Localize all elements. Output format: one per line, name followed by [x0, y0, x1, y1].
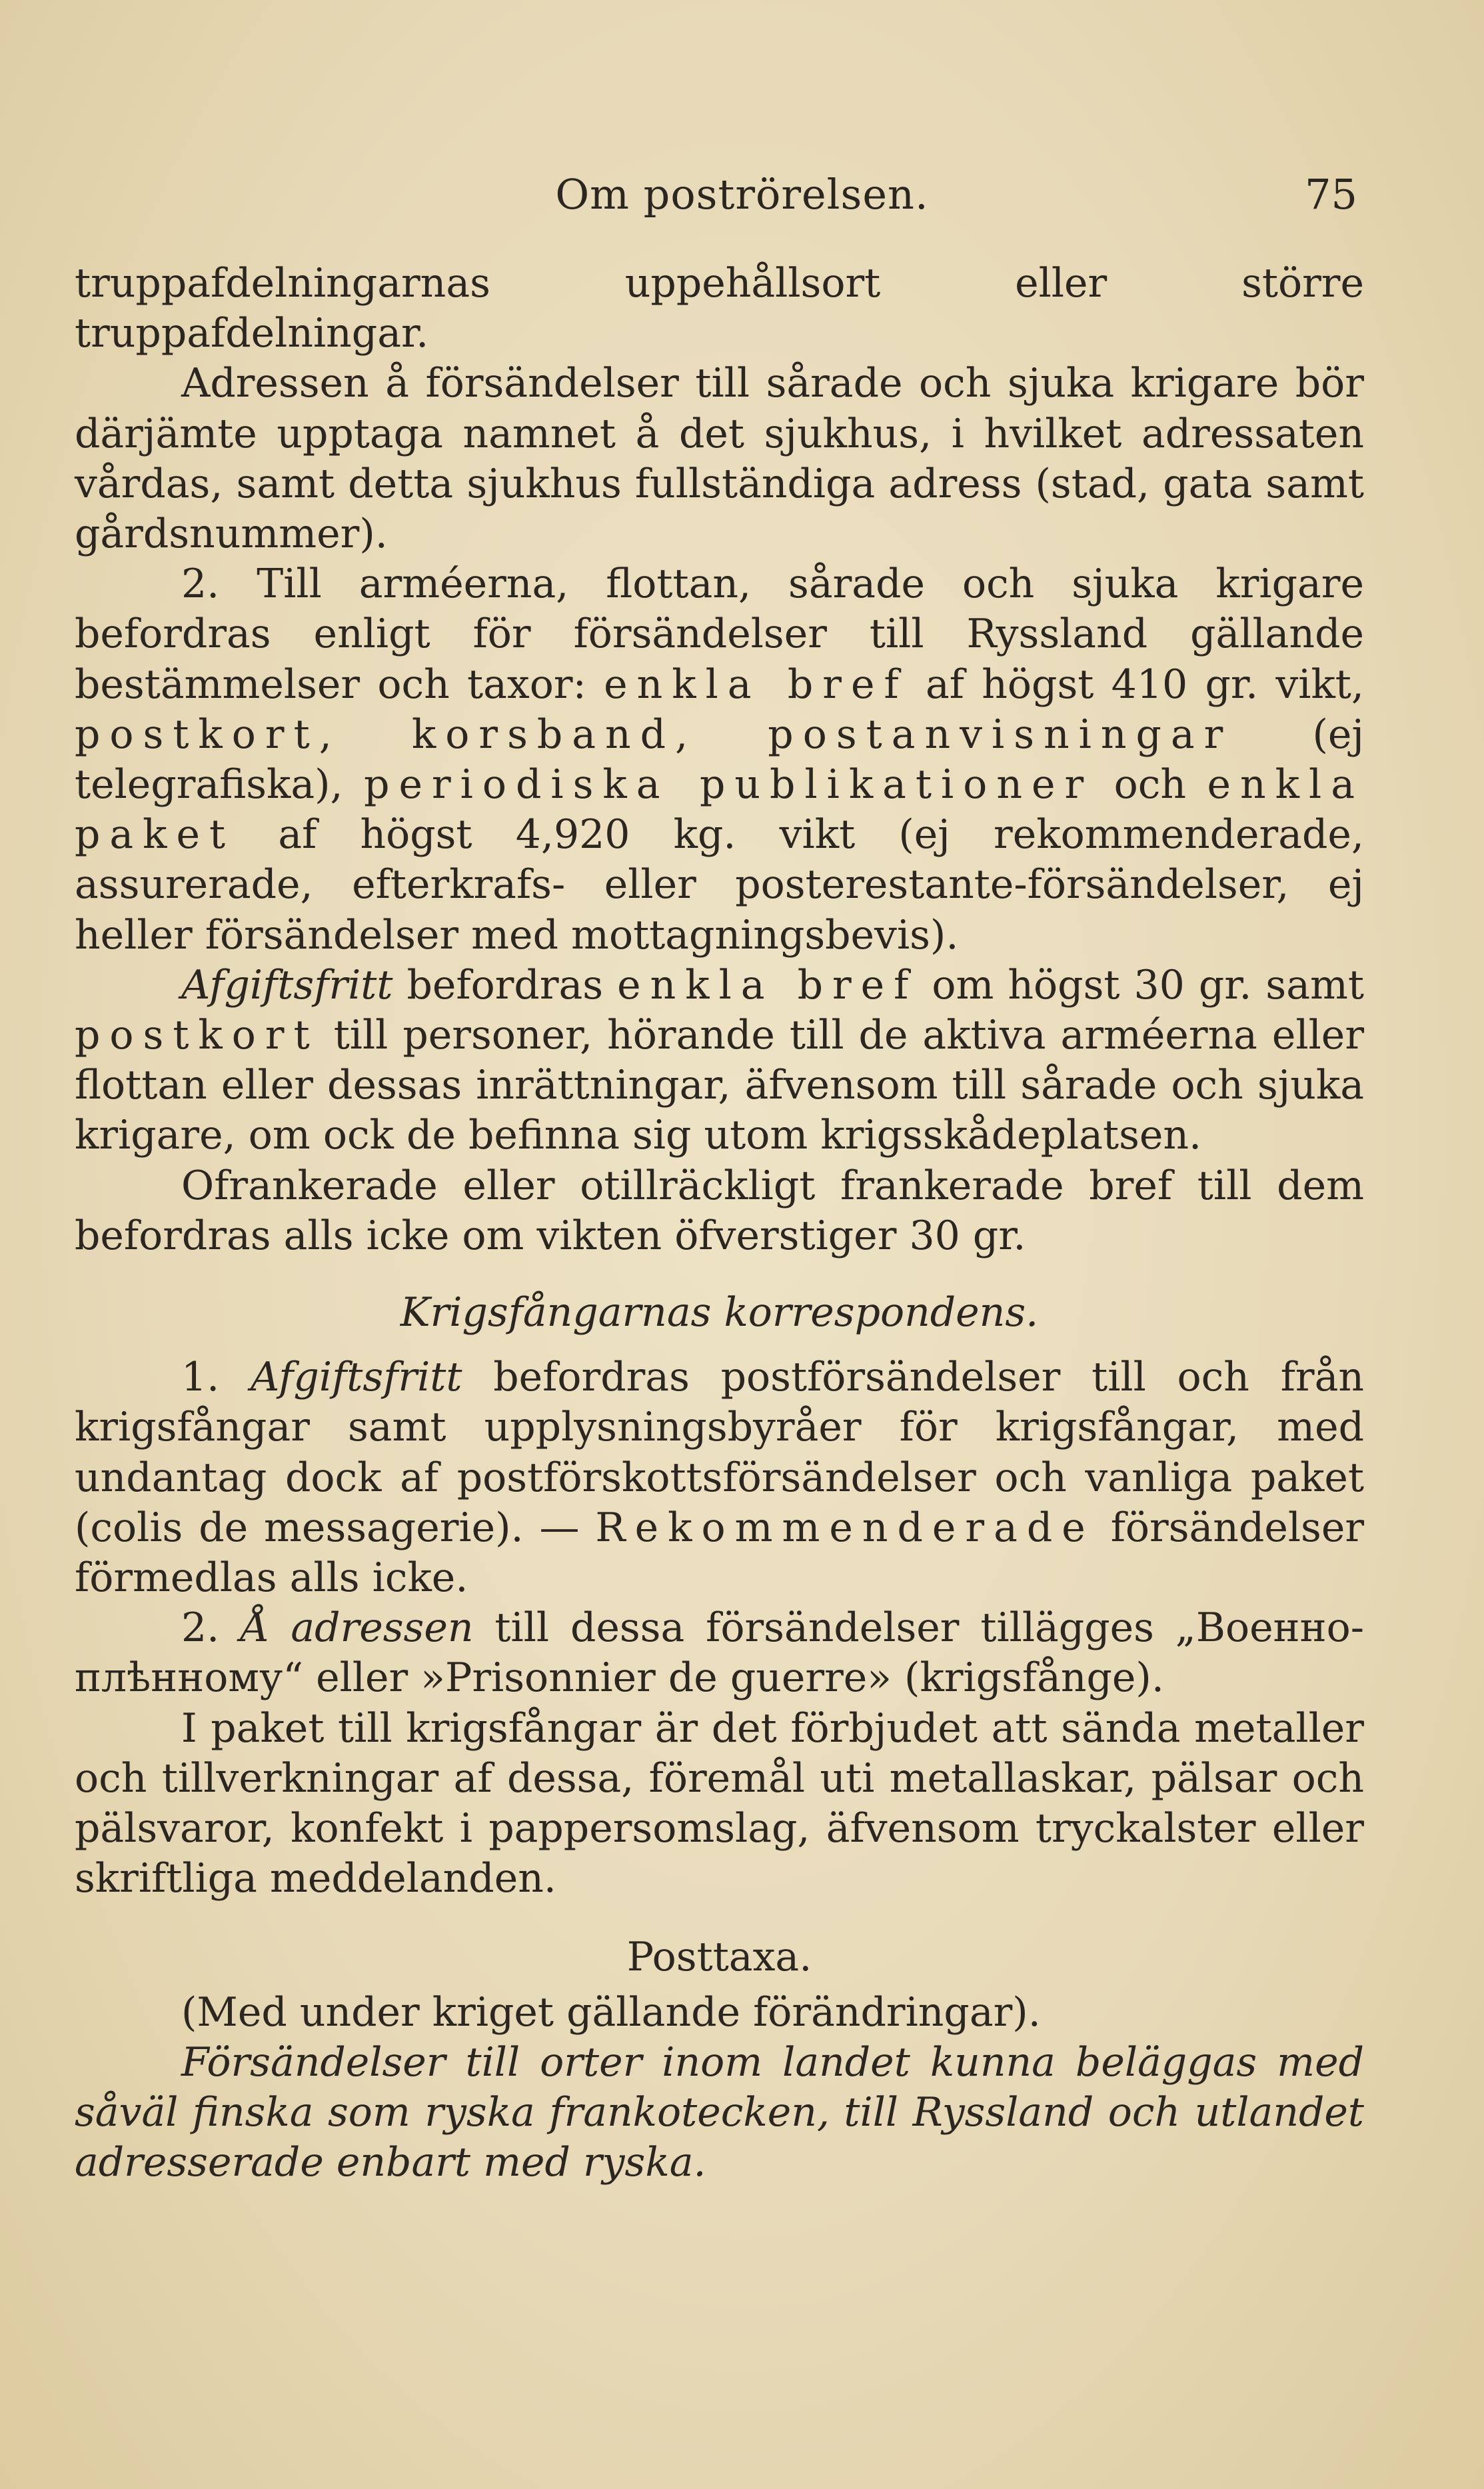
section-heading: Posttaxa. [626, 1933, 812, 1980]
italic-term: Afgiftsfritt [251, 1354, 462, 1401]
italic-term: Afgiftsfritt [181, 961, 393, 1009]
spaced-term: postanvisningar [768, 711, 1233, 758]
spaced-term: postkort [75, 711, 319, 758]
page-number: 75 [1305, 170, 1357, 219]
paragraph: truppafdelningarnas uppehållsort eller större truppafdelningar. [75, 260, 1364, 357]
italic-term: Å adressen [241, 1604, 474, 1652]
paragraph: 2. Å adressen till dessa försändelser tillägges „Военно-плѣнному“ eller »Prisonnier de guerre» (krigsfånge). [75, 1604, 1364, 1702]
spaced-term: enkla bref [604, 661, 908, 708]
section-heading: Krigsfångarnas korrespondens. [400, 1289, 1039, 1336]
running-title: Om poströrelsen. [555, 170, 929, 219]
paragraph: Adressen å försändelser till sårade och sjuka krigare bör därjämte upptaga namnet å det sjukhus, i hvilket adressaten vårdas, samt detta sjukhus fullständiga adress (stad, gata samt gårdsnummer). [75, 360, 1364, 558]
paragraph: 2. Till arméerna, flottan, sårade och sjuka krigare befordras enligt för försändelser till Ryssland gällande bestämmelser och taxor: enkla bref af högst 410 gr. vikt, postkort, korsband, postanvisningar (ej telegrafiska), periodiska publikationer och enkla paket af högst 4,920 kg. vikt (ej rekommenderade, assurerade, efterkrafs- eller posterestante-försändelser, ej heller försändelser med mottagningsbevis). [75, 561, 1364, 959]
spaced-term: enkla bref [617, 961, 918, 1009]
page-header [0, 170, 1484, 230]
paragraph: Försändelser till orter inom landet kunna beläggas med såväl finska som ryska frankotecken, till Ryssland och utlandet adresserade enbart med ryska. [75, 2038, 1364, 2186]
spaced-term: postkort [75, 1012, 319, 1059]
paragraph: 1. Afgiftsfritt befordras postförsändelser till och från krigsfångar samt upplysningsbyråer för krigsfångar, med undantag dock af postförskottsförsändelser och vanliga paket (colis de messagerie). — Rekommenderade försändelser förmedlas alls icke. [75, 1354, 1365, 1602]
paragraph: Afgiftsfritt befordras enkla bref om högst 30 gr. samt postkort till personer, hörande till de aktiva arméerna eller flottan eller dessas inrättningar, äfvensom till sårade och sjuka krigare, om ock de befinna sig utom krigsskådeplatsen. [75, 961, 1364, 1159]
paragraph: Ofrankerade eller otillräckligt frankerade bref till dem befordras alls icke om vikten öfverstiger 30 gr. [75, 1162, 1364, 1259]
spaced-term: periodiska publikationer [364, 761, 1094, 809]
page-body [75, 259, 1364, 2188]
paragraph: (Med under kriget gällande förändringar). [181, 1988, 1041, 2036]
paragraph: I paket till krigsfångar är det förbjudet att sända metaller och tillverkningar af dessa, föremål uti metallaskar, pälsar och pälsvaror, konfekt i pappersomslag, äfvensom tryckalster eller skriftliga meddelanden. [75, 1704, 1364, 1902]
spaced-term: enkla paket [75, 761, 1364, 859]
spaced-term: Rekommenderade [595, 1504, 1095, 1551]
spaced-term: korsband [411, 711, 676, 758]
